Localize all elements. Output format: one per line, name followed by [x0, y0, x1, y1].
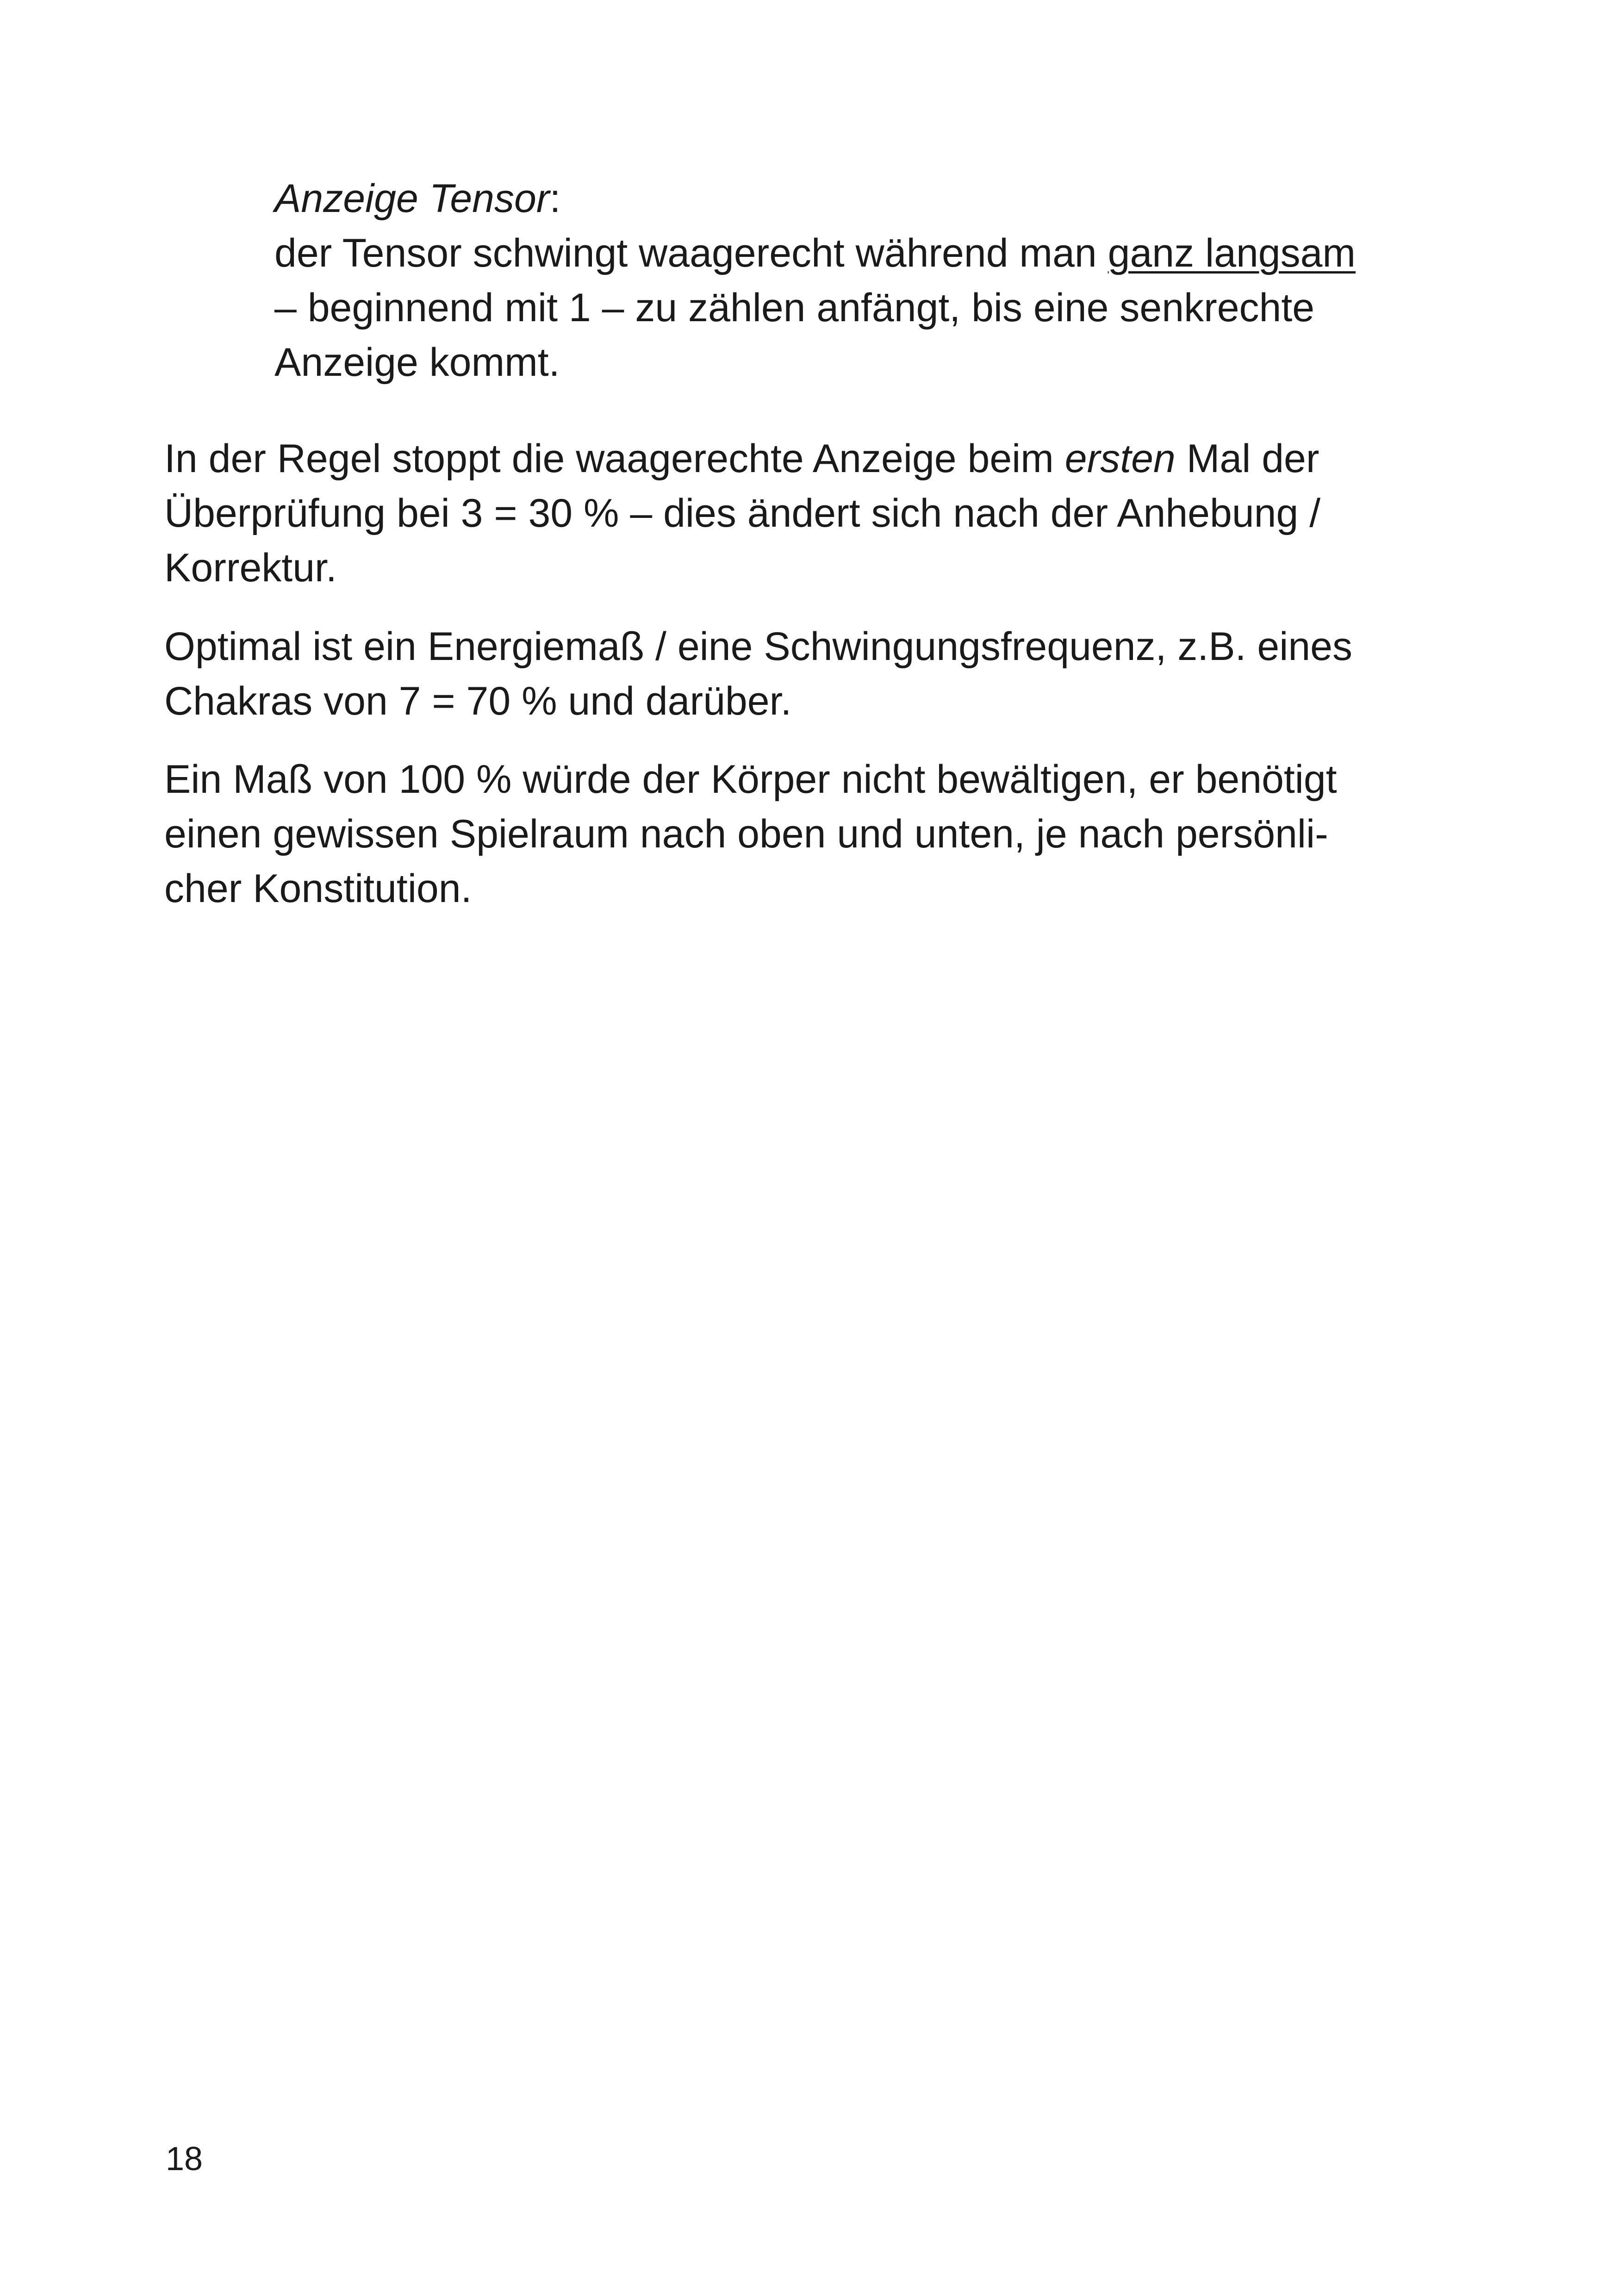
paragraph-rule-line-3: Korrektur. — [164, 546, 337, 590]
paragraph-rule-line-1-text: In der Regel stoppt die waagerechte Anzeige beim — [164, 436, 1065, 481]
paragraph-measure — [164, 752, 1460, 916]
paragraph-measure-line-2: einen gewissen Spielraum nach oben und unten, je nach persönli- — [164, 812, 1328, 856]
paragraph-rule-line-1 — [164, 431, 1460, 486]
tensor-line-1 — [274, 226, 1431, 280]
italic-word-ersten: ersten — [1064, 436, 1176, 481]
page-number: 18 — [166, 2140, 203, 2178]
paragraph-measure-line-1: Ein Maß von 100 % würde der Körper nicht bewältigen, er benötigt — [164, 757, 1337, 802]
underlined-phrase: ganz langsam — [1108, 231, 1356, 275]
paragraph-optimal — [164, 619, 1460, 728]
tensor-heading: Anzeige Tensor — [274, 176, 550, 221]
tensor-line-2: – beginnend mit 1 – zu zählen anfängt, bis eine senkrechte — [274, 286, 1315, 330]
paragraph-rule — [164, 431, 1460, 595]
paragraph-measure-line-3: cher Konstitution. — [164, 866, 472, 911]
tensor-indication-block — [274, 171, 1431, 390]
tensor-heading-colon: : — [549, 176, 561, 221]
tensor-line-1-text: der Tensor schwingt waagerecht während man — [274, 231, 1108, 275]
paragraph-optimal-line-1: Optimal ist ein Energiemaß / eine Schwingungsfrequenz, z.B. eines — [164, 624, 1352, 669]
tensor-line-3: Anzeige kommt. — [274, 340, 560, 385]
tensor-heading-line — [274, 171, 1431, 226]
paragraph-rule-line-1-end: Mal der — [1175, 436, 1319, 481]
paragraph-optimal-line-2: Chakras von 7 = 70 % und darüber. — [164, 679, 792, 723]
paragraph-rule-line-2: Überprüfung bei 3 = 30 % – dies ändert sich nach der Anhebung / — [164, 491, 1321, 535]
